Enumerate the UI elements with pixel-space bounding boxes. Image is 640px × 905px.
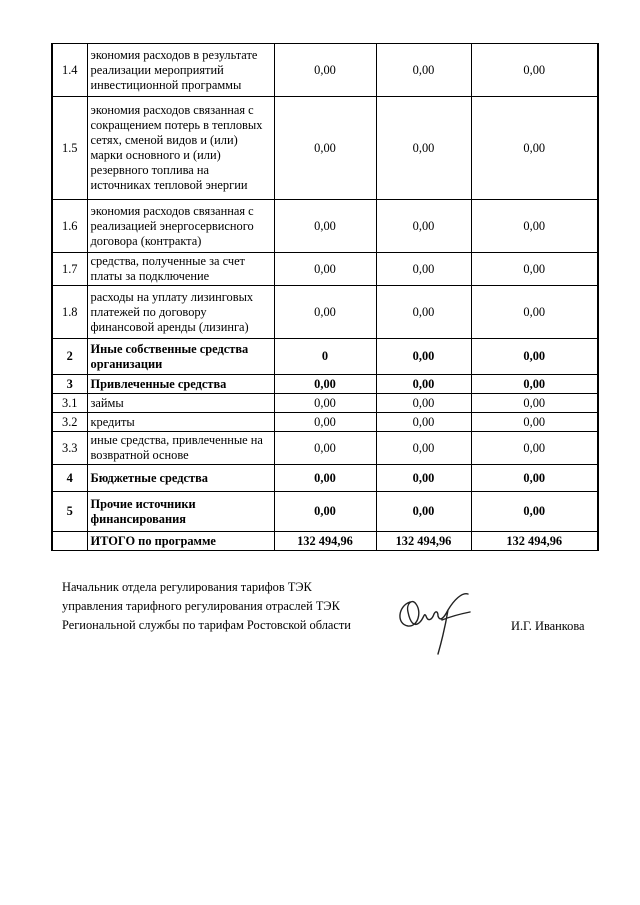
value-col-2: 0,00 [376, 97, 471, 200]
value-col-3: 0,00 [471, 97, 598, 200]
value-col-2: 0,00 [376, 492, 471, 532]
value-col-2: 0,00 [376, 253, 471, 286]
value-col-3: 0,00 [471, 394, 598, 413]
financing-table-body [52, 44, 598, 551]
table-row [52, 253, 598, 286]
table-row [52, 44, 598, 97]
value-col-3: 0,00 [471, 432, 598, 465]
table-row [52, 492, 598, 532]
value-col-2: 0,00 [376, 200, 471, 253]
value-col-2: 132 494,96 [376, 532, 471, 551]
row-name: кредиты [87, 413, 274, 432]
value-col-3: 0,00 [471, 465, 598, 492]
row-name: Привлеченные средства [87, 375, 274, 394]
table-row [52, 375, 598, 394]
value-col-1: 0 [274, 339, 376, 375]
handwritten-signature [388, 582, 488, 662]
position-line-3: Региональной службы по тарифам Ростовской области [62, 618, 351, 632]
row-name: экономия расходов связанная с сокращением потерь в тепловых сетях, сменой видов и (или) марки основного и (или) резервного топлива на источниках тепловой энергии [87, 97, 274, 200]
row-name: Прочие источники финансирования [87, 492, 274, 532]
value-col-3: 0,00 [471, 375, 598, 394]
row-name: экономия расходов в результате реализации мероприятий инвестиционной программы [87, 44, 274, 97]
table-row [52, 394, 598, 413]
value-col-1: 0,00 [274, 432, 376, 465]
row-name: Бюджетные средства [87, 465, 274, 492]
row-number: 1.7 [52, 253, 87, 286]
value-col-2: 0,00 [376, 339, 471, 375]
value-col-1: 0,00 [274, 97, 376, 200]
row-number: 3.2 [52, 413, 87, 432]
value-col-1: 0,00 [274, 413, 376, 432]
value-col-1: 0,00 [274, 44, 376, 97]
value-col-2: 0,00 [376, 413, 471, 432]
value-col-2: 0,00 [376, 375, 471, 394]
value-col-3: 0,00 [471, 286, 598, 339]
table-row [52, 97, 598, 200]
table-row [52, 532, 598, 551]
table-row [52, 339, 598, 375]
value-col-2: 0,00 [376, 394, 471, 413]
value-col-2: 0,00 [376, 286, 471, 339]
value-col-3: 0,00 [471, 413, 598, 432]
value-col-2: 0,00 [376, 465, 471, 492]
signatory-name: И.Г. Иванкова [511, 619, 585, 633]
value-col-1: 0,00 [274, 492, 376, 532]
value-col-1: 0,00 [274, 465, 376, 492]
row-number: 1.6 [52, 200, 87, 253]
value-col-2: 0,00 [376, 44, 471, 97]
row-name: экономия расходов связанная с реализацией энергосервисного договора (контракта) [87, 200, 274, 253]
row-number: 3.3 [52, 432, 87, 465]
row-number: 4 [52, 465, 87, 492]
value-col-3: 0,00 [471, 253, 598, 286]
table-row [52, 413, 598, 432]
table-row [52, 432, 598, 465]
row-number: 1.4 [52, 44, 87, 97]
value-col-3: 0,00 [471, 492, 598, 532]
row-name: расходы на уплату лизинговых платежей по договору финансовой аренды (лизинга) [87, 286, 274, 339]
value-col-3: 0,00 [471, 339, 598, 375]
value-col-1: 0,00 [274, 200, 376, 253]
value-col-3: 0,00 [471, 44, 598, 97]
row-name: иные средства, привлеченные на возвратной основе [87, 432, 274, 465]
value-col-1: 0,00 [274, 286, 376, 339]
position-line-1: Начальник отдела регулирования тарифов ТЭК [62, 580, 312, 594]
row-name: займы [87, 394, 274, 413]
signature-block [62, 578, 351, 635]
row-number: 1.5 [52, 97, 87, 200]
value-col-1: 0,00 [274, 375, 376, 394]
value-col-1: 0,00 [274, 394, 376, 413]
value-col-1: 0,00 [274, 253, 376, 286]
position-line-2: управления тарифного регулирования отраслей ТЭК [62, 599, 340, 613]
row-name: средства, полученные за счет платы за подключение [87, 253, 274, 286]
table-row [52, 465, 598, 492]
row-number: 2 [52, 339, 87, 375]
value-col-1: 132 494,96 [274, 532, 376, 551]
value-col-3: 0,00 [471, 200, 598, 253]
row-number: 5 [52, 492, 87, 532]
value-col-3: 132 494,96 [471, 532, 598, 551]
table-row [52, 200, 598, 253]
row-number: 3 [52, 375, 87, 394]
row-name: ИТОГО по программе [87, 532, 274, 551]
row-number [52, 532, 87, 551]
value-col-2: 0,00 [376, 432, 471, 465]
row-number: 3.1 [52, 394, 87, 413]
row-number: 1.8 [52, 286, 87, 339]
financing-table [51, 43, 599, 551]
row-name: Иные собственные средства организации [87, 339, 274, 375]
table-row [52, 286, 598, 339]
